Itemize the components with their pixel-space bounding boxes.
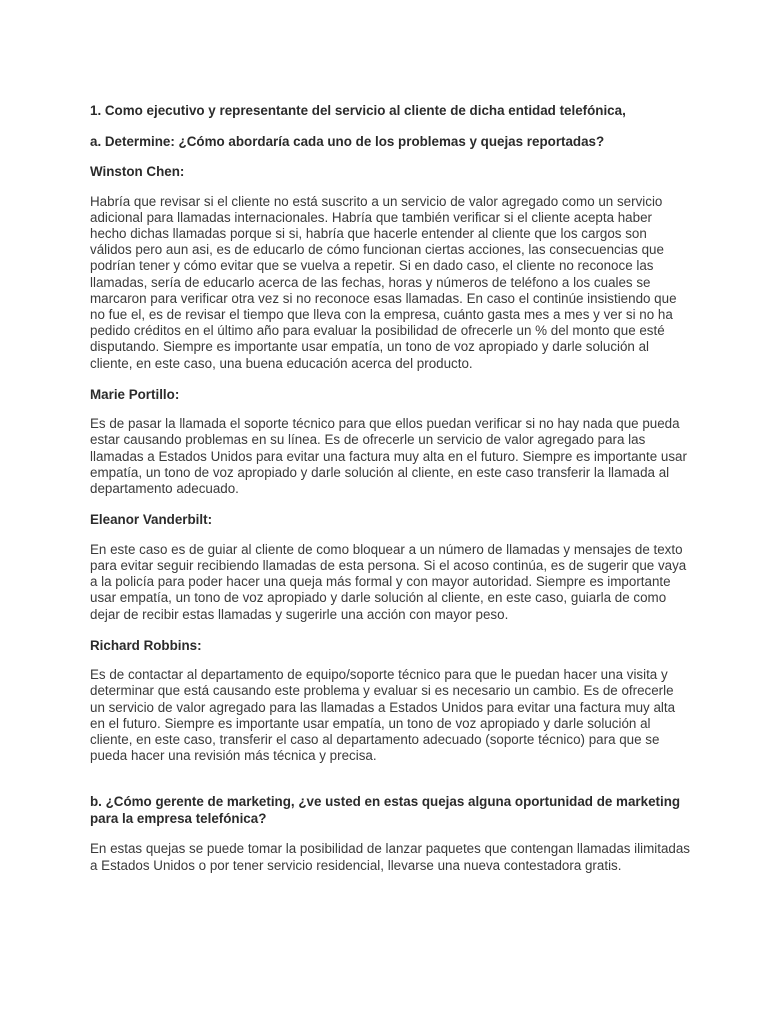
question-b-heading: b. ¿Cómo gerente de marketing, ¿ve usted en estas quejas alguna oportunidad de marketing para la empresa telefónica? — [90, 794, 681, 826]
answer-marie-portillo: Es de pasar la llamada el soporte técnico para que ellos puedan verificar si no hay nada que pueda estar causando problemas en su línea. Es de ofrecerle un servicio de valor agregado para las llamadas a Estados Unidos para evitar una factura muy alta en el futuro. Siempre es importante usar empatía, un tono de voz apropiado y darle solución al cliente, en este caso transferir la llamada al departamento adecuado. — [90, 416, 687, 497]
answer-winston-chen: Habría que revisar si el cliente no está suscrito a un servicio de valor agregado como un servicio adicional para llamadas internacionales. Habría que también verificar si el cliente acepta haber hecho dichas llamadas porque si si, habría que hacerle entender al cliente que los cargos son válidos pero aun asi, es de educarlo de cómo funcionan ciertas acciones, las consecuencias que podrían tener y cómo evitar que se vuelva a repetir. Si en dado caso, el cliente no reconoce las llamadas, sería de educarlo acerca de las fechas, horas y números de teléfono a los cuales se marcaron para verificar otra vez si no reconoce esas llamadas. En caso el continúe insistiendo que no fue el, es de revisar el tiempo que lleva con la empresa, cuánto gasta mes a mes y ver si no ha pedido créditos en el último año para evaluar la posibilidad de ofrecerle un % del monto que esté disputando. Siempre es importante usar empatía, un tono de voz apropiado y darle solución al cliente, en este caso, una buena educación acerca del producto. — [90, 193, 677, 371]
section-name-winston-chen: Winston Chen: — [90, 164, 185, 179]
question-1-heading: 1. Como ejecutivo y representante del servicio al cliente de dicha entidad telefónica, — [90, 103, 626, 118]
document-page — [90, 103, 690, 874]
answer-question-b: En estas quejas se puede tomar la posibilidad de lanzar paquetes que contengan llamadas ilimitadas a Estados Unidos o por tener servicio residencial, llevarse una nueva contestadora gratis. — [90, 841, 690, 873]
question-a-heading: a. Determine: ¿Cómo abordaría cada uno de los problemas y quejas reportadas? — [90, 133, 605, 149]
section-name-richard-robbins: Richard Robbins: — [90, 637, 202, 653]
answer-richard-robbins: Es de contactar al departamento de equipo/soporte técnico para que le puedan hacer una visita y determinar que está causando este problema y evaluar si es necesario un cambio. Es de ofrecerle un servicio de valor agregado para las llamadas a Estados Unidos para evitar una factura muy alta en el futuro. Siempre es importante usar empatía, un tono de voz apropiado y darle solución al cliente, en este caso, transferir el caso al departamento adecuado (soporte técnico) para que se pueda hacer una revisión más técnica y precisa. — [90, 667, 676, 764]
section-name-eleanor-vanderbilt: Eleanor Vanderbilt: — [90, 512, 213, 528]
section-name-marie-portillo: Marie Portillo: — [90, 386, 180, 402]
answer-eleanor-vanderbilt: En este caso es de guiar al cliente de como bloquear a un número de llamadas y mensajes de texto para evitar seguir recibiendo llamadas de esta persona. Si el acoso continúa, es de sugerir que vaya a la policía para poder hacer una queja más formal y con mayor autoridad. Siempre es importante usar empatía, un tono de voz apropiado y darle solución al cliente, en este caso, guiarla de como dejar de recibir estas llamadas y sugerirle una acción con mayor peso. — [90, 541, 687, 622]
